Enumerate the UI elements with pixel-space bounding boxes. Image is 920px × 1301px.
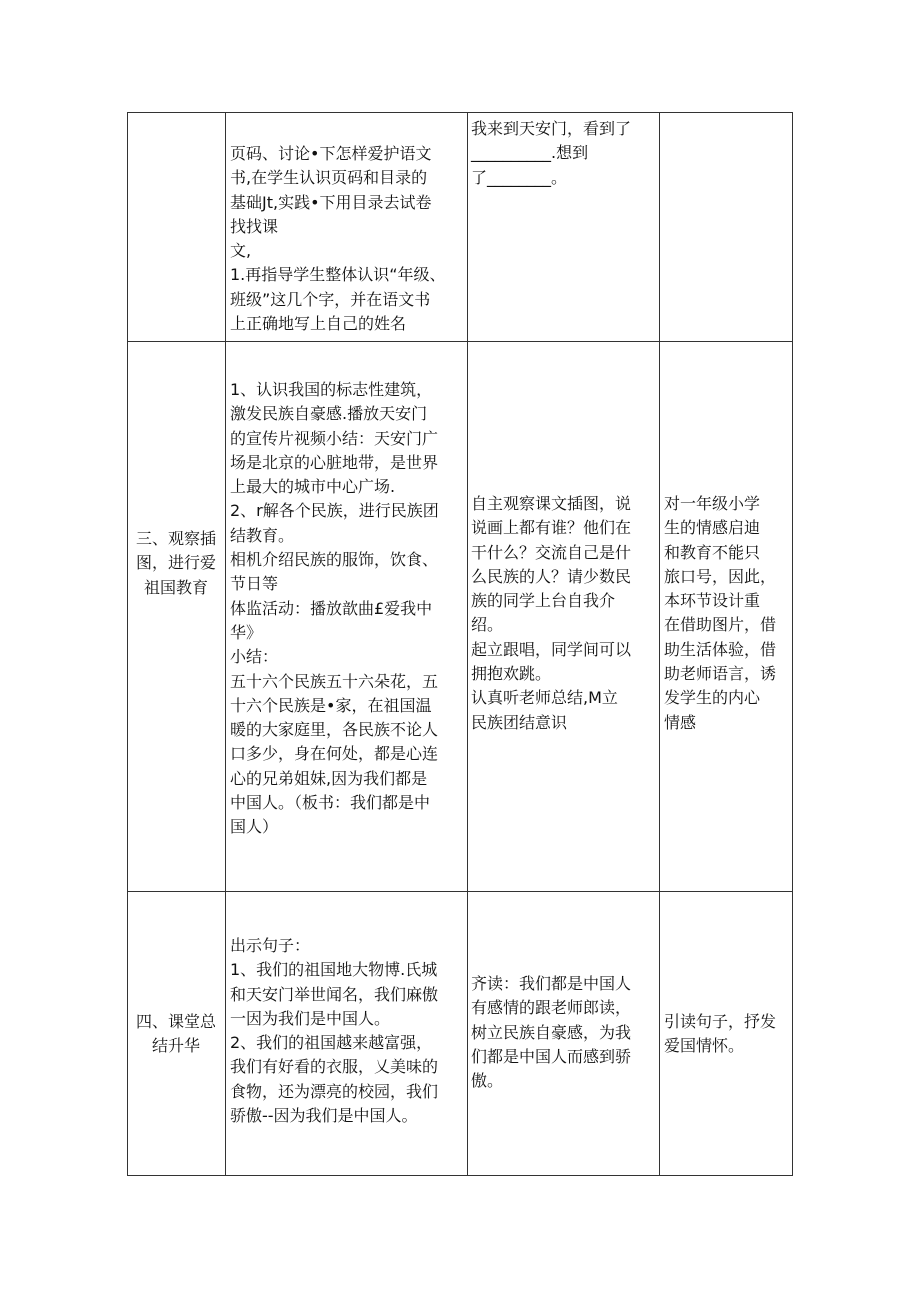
row2-student-activity <box>471 492 657 735</box>
text-line: 出示句子： <box>230 936 311 955</box>
row2-stage <box>129 527 223 600</box>
text-line: 相机介绍民族的服饰，饮食、 <box>230 550 439 570</box>
text-line: 激发民族自豪感.播放天安门 <box>230 404 428 424</box>
text-line: 找找课 <box>230 216 279 236</box>
text-line: 华》 <box>230 622 263 642</box>
column-divider <box>659 112 660 1176</box>
text-line: 本环节设计重 <box>664 591 761 611</box>
text-line: 树立民族自豪感，为我 <box>471 1022 632 1042</box>
row3-teacher-activity <box>230 934 466 1128</box>
text-line: 1、认识我国的标志性建筑， <box>230 380 433 399</box>
text-line: 民族团结意识 <box>471 712 568 732</box>
text-line: 书,在学生认识页码和目录的 <box>230 168 428 188</box>
text-line: 结教育。 <box>230 525 295 545</box>
text-line: 小结： <box>230 647 279 667</box>
table-border-left <box>127 112 128 1176</box>
text-line: 对一年级小学 <box>664 494 761 513</box>
text-line: 旅口号，因此， <box>664 566 777 586</box>
text-line: 生的情感启迪 <box>664 518 761 538</box>
text-line: 在借助图片，借 <box>664 615 777 635</box>
text-line: 体监活动：播放歆曲£爱我中 <box>230 598 433 618</box>
text-line: 助老师语言，诱 <box>664 664 777 684</box>
row-divider <box>127 891 793 892</box>
lesson-plan-table <box>127 112 793 1176</box>
text-line: 和天安门举世闻名，我们麻傲 <box>230 984 439 1004</box>
text-line: 暖的大家庭里，各民族不论人 <box>230 720 439 740</box>
text-line: 页码、讨论•下怎样爱护语文 <box>230 144 432 163</box>
text-line: 十六个民族是•家，在祖国温 <box>230 695 432 715</box>
text-line: 上正确地写上自己的姓名 <box>230 314 407 334</box>
text-line: 节日等 <box>230 574 279 594</box>
text-line: 起立跟唱，同学间可以 <box>471 639 632 659</box>
text-line: 2、r解各个民族，进行民族团 <box>230 501 439 521</box>
text-line: 图，进行爱 <box>135 553 216 573</box>
text-line: 说画上都有谁？他们在 <box>471 518 632 538</box>
text-line: 心的兄弟姐妹,因为我们都是 <box>230 768 428 788</box>
row2-teacher-activity <box>230 378 466 840</box>
text-line: 我来到天安门，看到了 <box>471 119 632 138</box>
text-line: 们都是中国人而感到骄 <box>471 1046 632 1066</box>
row3-stage <box>129 1010 223 1059</box>
text-line: 1.再指导学生整体认识“年级、 <box>230 265 446 285</box>
text-line: 发学生的内心 <box>664 688 761 708</box>
text-line: 了________。 <box>471 167 568 187</box>
text-line: __________.想到 <box>471 143 589 163</box>
text-line: 基础Jt,实践•下用目录去试卷 <box>230 192 432 212</box>
table-border-bottom <box>127 1175 793 1176</box>
text-line: 祖国教育 <box>143 577 208 597</box>
text-line: 族的同学上台自我介 <box>471 591 616 611</box>
column-divider <box>467 112 468 1176</box>
text-line: 中国人。（板书：我们都是中 <box>230 793 431 813</box>
text-line: 四、课堂总 <box>135 1012 216 1031</box>
text-line: 干什么？交流自己是什 <box>471 542 632 562</box>
table-border-right <box>792 112 793 1176</box>
row2-design-intent <box>664 492 791 735</box>
text-line: 文, <box>230 241 252 261</box>
text-line: 上最大的城市中心广场. <box>230 477 396 497</box>
text-line: 有感情的跟老师郎读， <box>471 998 632 1018</box>
text-line: 自主观察课文插图，说 <box>471 494 632 513</box>
text-line: 场是北京的心脏地带，是世界 <box>230 452 439 472</box>
text-line: 国人） <box>230 817 279 837</box>
text-line: 五十六个民族五十六朵花，五 <box>230 671 439 691</box>
text-line: 引读句子，抒发 <box>664 1012 777 1031</box>
text-line: 认真听老师总结,M立 <box>471 688 618 708</box>
text-line: 班级”这几个字，并在语文书 <box>230 289 431 309</box>
text-line: 的宣传片视频小结：天安门广 <box>230 428 439 448</box>
text-line: 结升华 <box>151 1036 200 1056</box>
table-border-top <box>127 112 793 113</box>
text-line: 骄傲--因为我们是中国人。 <box>230 1106 418 1126</box>
text-line: 1、我们的祖国地大物博.氏城 <box>230 960 438 980</box>
text-line: 三、观察插 <box>135 529 216 548</box>
text-line: 口多少，身在何处，都是心连 <box>230 744 439 764</box>
text-line: 齐读：我们都是中国人 <box>471 974 632 993</box>
text-line: 爱国情怀。 <box>664 1036 745 1056</box>
text-line: 和教育不能只 <box>664 542 761 562</box>
row1-student-activity <box>471 117 657 190</box>
text-line: 食物，还为漂亮的校园，我们 <box>230 1081 439 1101</box>
text-line: 我们有好看的衣服，乂美味的 <box>230 1057 439 1077</box>
text-line: 绍。 <box>471 615 504 635</box>
text-line: 一因为我们是中国人。 <box>230 1008 391 1028</box>
column-divider <box>225 112 226 1176</box>
row3-design-intent <box>664 1010 791 1059</box>
row3-student-activity <box>471 972 657 1093</box>
row1-teacher-activity <box>230 142 466 336</box>
text-line: 情感 <box>664 712 697 732</box>
text-line: 傲。 <box>471 1071 504 1091</box>
text-line: 助生活体验，借 <box>664 639 777 659</box>
text-line: 么民族的人？请少数民 <box>471 566 632 586</box>
text-line: 2、我们的祖国越来越富强， <box>230 1033 433 1053</box>
row-divider <box>127 341 793 342</box>
text-line: 拥抱欢跳。 <box>471 664 552 684</box>
